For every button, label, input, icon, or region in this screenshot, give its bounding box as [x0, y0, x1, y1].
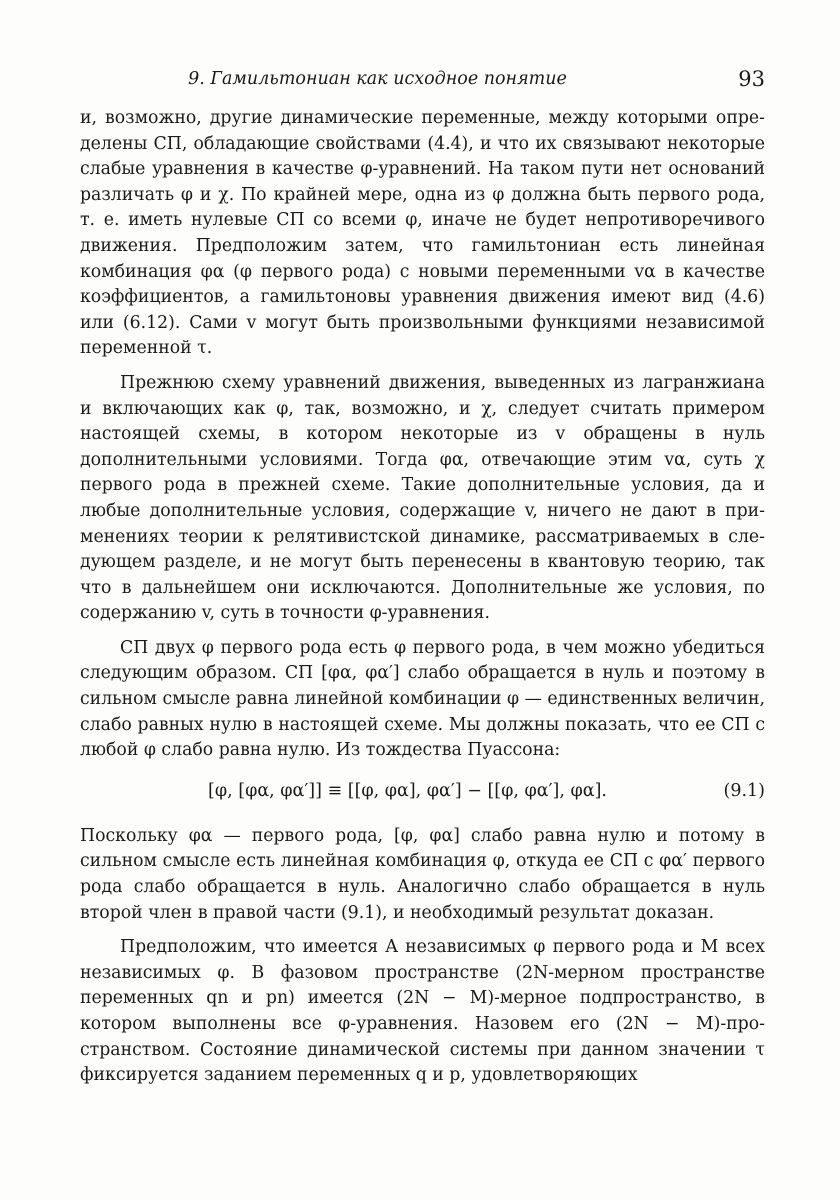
running-title: 9. Гамильтониан как исходное понятие — [188, 69, 567, 89]
page-header — [80, 64, 765, 94]
page-body — [80, 106, 765, 1089]
equation-9-1 — [80, 774, 765, 808]
page-number: 93 — [738, 67, 765, 91]
paragraph-3: СП двух φ первого рода есть φ первого рода, в чем можно убедиться следующим образом. СП [φα, φα′] слабо обращается в нуль и поэтому в сильном смысле равна линейной комбинации φ — единственных величин, слабо равных нулю в настоящей схеме. Мы должны показать, что ее СП с любой φ слабо равна нулю. Из тождества Пуассона: — [80, 637, 765, 761]
paragraph-5: Предположим, что имеется A независимых φ первого рода и M всех независимых φ. В фазовом пространстве (2N-мерном пространстве переменных qn и pn) имеется (2N − M)-мерное подпространство, в котором выполнены все φ-уравнения. Назовем его (2N − M)-пространством. Состояние динамической системы при данном значении τ фиксируется заданием переменных q и p, удовлетворяющих — [80, 937, 765, 1086]
paragraph-1: и, возможно, другие динамические переменные, между которыми определены СП, обладающие свойствами (4.4), и что их связывают некоторые слабые уравнения в качестве φ-уравнений. На таком пути нет оснований различать φ и χ. По крайней мере, одна из φ должна быть первого рода, т. е. иметь нулевые СП со всеми φ, иначе не будет непротиворечивого движения. Предположим затем, что гамильтониан есть линейная комбинация φα (φ первого рода) с новыми переменными vα в качестве коэффициентов, а гамильтоновы уравнения движения имеют вид (4.6) или (6.12). Сами v могут быть произвольными функциями независимой переменной τ. — [80, 108, 765, 359]
paragraph-2: Прежнюю схему уравнений движения, выведенных из лагранжиана и включающих как φ, так, возможно, и χ, следует считать примером настоящей схемы, в котором некоторые из v обращены в нуль дополнительными условиями. Тогда φα, отвечающие этим vα, суть χ первого рода в прежней схеме. Такие дополнительные условия, да и любые дополнительные условия, содержащие v, ничего не дают в применениях теории к релятивистской динамике, рассматриваемых в следующем разделе, и не могут быть перенесены в квантовую теорию, так что в дальнейшем они исключаются. Дополнительные же условия, по содержанию v, суть в точности φ-уравнения. — [80, 372, 765, 624]
paragraph-4: Поскольку φα — первого рода, [φ, φα] слабо равна нулю и потому в сильном смысле есть линейная комбинация φ, откуда ее СП с φα′ первого рода слабо обращается в нуль. Аналогично слабо обращается в нуль второй член в правой части (9.1), и необходимый результат доказан. — [80, 825, 765, 923]
equation-formula: [φ, [φα, φα′]] ≡ [[φ, φα], φα′] − [[φ, φα′], φα]. — [208, 780, 607, 801]
equation-number: (9.1) — [723, 780, 765, 801]
